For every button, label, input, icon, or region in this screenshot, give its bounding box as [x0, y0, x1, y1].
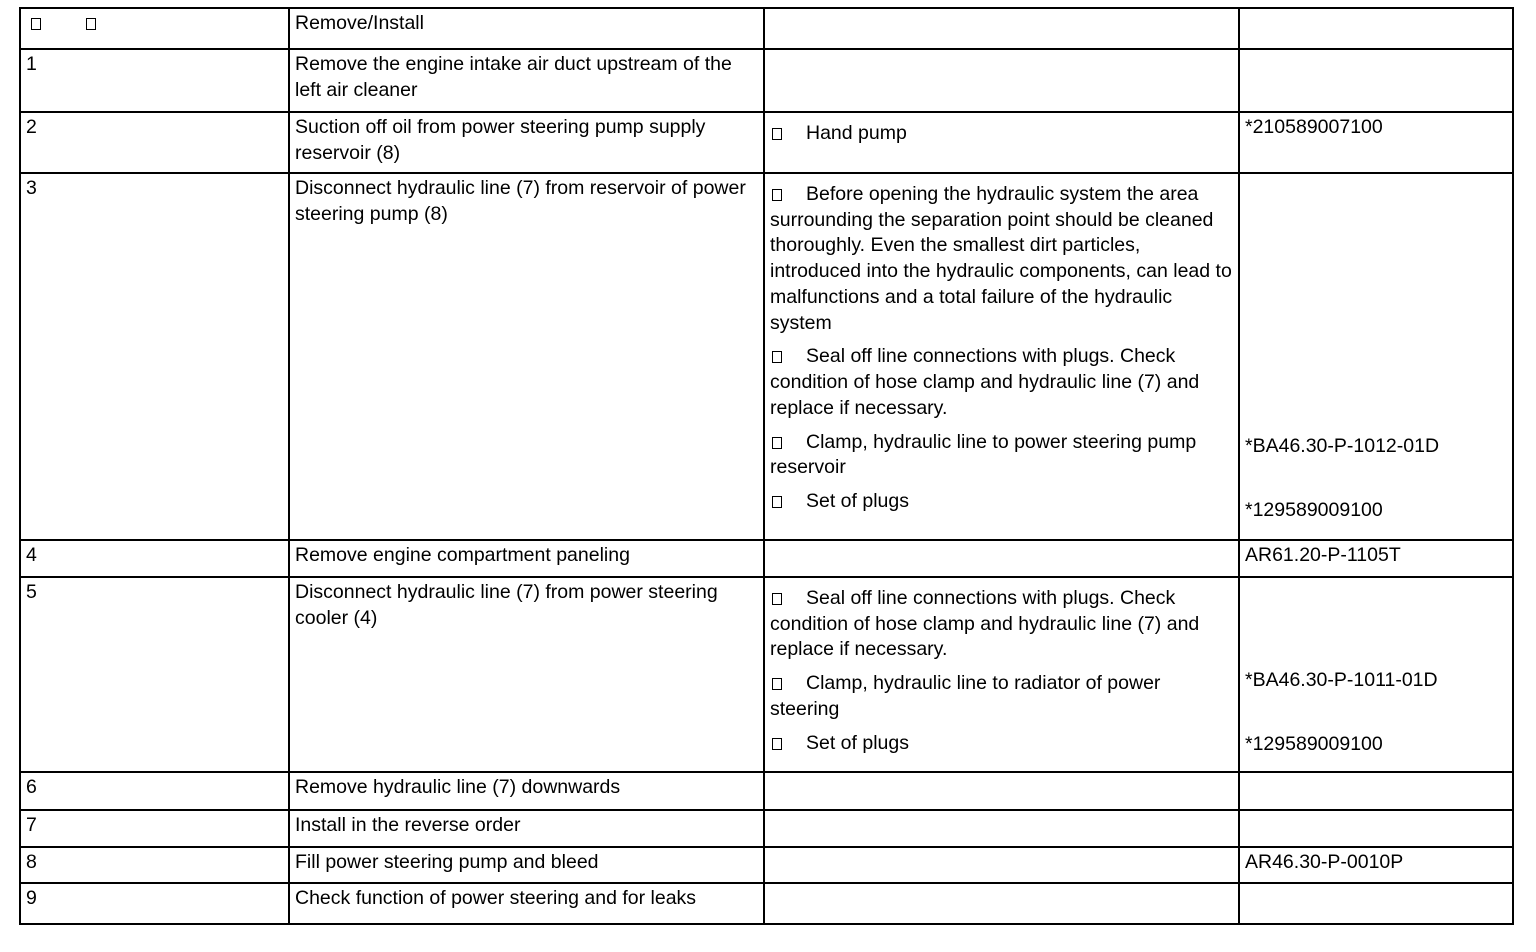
step-notes — [764, 883, 1239, 924]
header-row — [20, 8, 1513, 49]
note-text: Hand pump — [806, 122, 907, 144]
table-row — [20, 810, 1513, 847]
step-refs — [1239, 112, 1513, 173]
reference-code: *BA46.30-P-1011-01D — [1245, 669, 1438, 691]
note-text: Set of plugs — [806, 731, 909, 754]
square-icon — [772, 351, 782, 363]
step-number: 1 — [20, 49, 289, 112]
reference-code: *BA46.30-P-1012-01D — [1245, 435, 1440, 457]
square-icon — [31, 18, 41, 30]
note-item — [770, 586, 1233, 663]
step-number: 9 — [20, 883, 289, 924]
step-text: Disconnect hydraulic line (7) from reservoir of power steering pump (8) — [289, 173, 764, 540]
step-notes — [764, 49, 1239, 112]
step-refs — [1239, 883, 1513, 924]
step-number: 5 — [20, 577, 289, 772]
step-number: 4 — [20, 540, 289, 577]
reference-code: AR61.20-P-1105T — [1245, 544, 1401, 566]
step-refs — [1239, 847, 1513, 883]
table-row — [20, 49, 1513, 112]
note-item — [770, 430, 1233, 481]
step-notes — [764, 577, 1239, 772]
step-refs — [1239, 173, 1513, 540]
reference-code: *129589009100 — [1245, 498, 1383, 521]
reference-code: *129589009100 — [1245, 732, 1383, 755]
note-text: Clamp, hydraulic line to radiator of power steering — [770, 672, 1161, 720]
step-notes — [764, 772, 1239, 810]
note-text: Seal off line connections with plugs. Check condition of hose clamp and hydraulic line (7) and replace if necessary. — [770, 345, 1200, 419]
header-title: Remove/Install — [289, 8, 764, 49]
table-row — [20, 577, 1513, 772]
step-number: 2 — [20, 112, 289, 173]
step-text: Remove the engine intake air duct upstream of the left air cleaner — [289, 49, 764, 112]
square-icon — [772, 738, 782, 750]
square-icon — [772, 496, 782, 508]
step-number: 7 — [20, 810, 289, 847]
note-item — [770, 489, 1233, 515]
square-icon — [772, 437, 782, 449]
note-text: Set of plugs — [806, 490, 909, 513]
note-text: Clamp, hydraulic line to power steering pump reservoir — [770, 430, 1197, 479]
step-text: Fill power steering pump and bleed — [289, 847, 764, 883]
step-refs — [1239, 577, 1513, 772]
step-refs — [1239, 810, 1513, 847]
step-text: Remove engine compartment paneling — [289, 540, 764, 577]
step-number: 6 — [20, 772, 289, 810]
table-row — [20, 112, 1513, 173]
square-icon — [772, 593, 782, 605]
note-item — [770, 671, 1233, 722]
note-item — [770, 121, 1233, 147]
procedure-table — [19, 7, 1514, 925]
step-refs — [1239, 540, 1513, 577]
step-refs — [1239, 772, 1513, 810]
step-text: Check function of power steering and for leaks — [289, 883, 764, 924]
square-icon — [772, 128, 782, 140]
note-text: Before opening the hydraulic system the area surrounding the separation point should be cleaned thoroughly. Even the smallest dirt particles, introduced into the hydraulic components, can lead to malfunctions and a total failure of the hydraulic system — [770, 183, 1232, 334]
note-item — [770, 731, 1233, 757]
step-notes — [764, 540, 1239, 577]
note-text: Seal off line connections with plugs. Check condition of hose clamp and hydraulic line (7) and replace if necessary. — [770, 587, 1200, 661]
step-text: Install in the reverse order — [289, 810, 764, 847]
square-icon — [86, 18, 96, 30]
step-text: Suction off oil from power steering pump supply reservoir (8) — [289, 112, 764, 173]
reference-code: *210589007100 — [1245, 116, 1383, 138]
table-row — [20, 772, 1513, 810]
header-notes-cell — [764, 8, 1239, 49]
table-row — [20, 540, 1513, 577]
table-row — [20, 883, 1513, 924]
square-icon — [772, 189, 782, 201]
step-text: Disconnect hydraulic line (7) from power steering cooler (4) — [289, 577, 764, 772]
step-refs — [1239, 49, 1513, 112]
step-notes — [764, 173, 1239, 540]
square-icon — [772, 678, 782, 690]
step-notes — [764, 810, 1239, 847]
step-number: 3 — [20, 173, 289, 540]
step-text: Remove hydraulic line (7) downwards — [289, 772, 764, 810]
header-refs-cell — [1239, 8, 1513, 49]
table-row — [20, 173, 1513, 540]
note-item — [770, 182, 1233, 336]
step-number: 8 — [20, 847, 289, 883]
note-item — [770, 344, 1233, 421]
step-notes — [764, 112, 1239, 173]
header-icons-cell — [20, 8, 289, 49]
reference-code: AR46.30-P-0010P — [1245, 851, 1404, 873]
step-notes — [764, 847, 1239, 883]
table-row — [20, 847, 1513, 883]
